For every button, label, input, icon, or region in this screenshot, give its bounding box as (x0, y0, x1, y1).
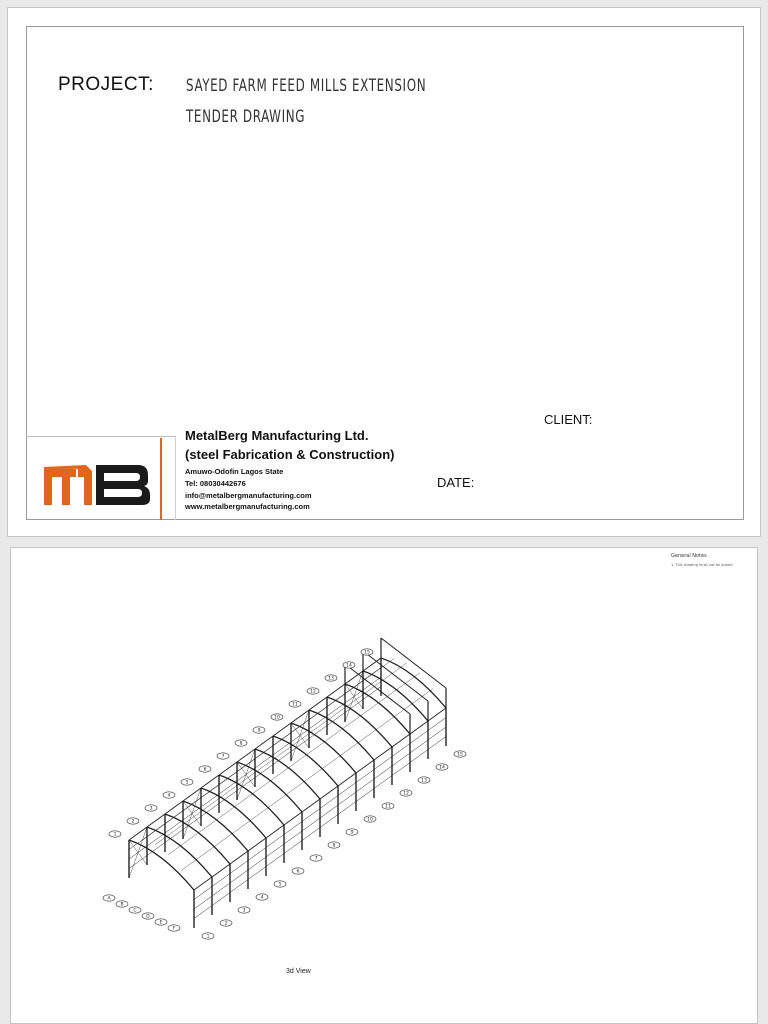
portal-rafter (291, 723, 356, 773)
steel-member (363, 651, 428, 701)
gridline-15-bottom-label: 15 (457, 752, 463, 758)
cover-sheet (7, 7, 761, 537)
portal-rafter (345, 684, 410, 734)
gridline-6-top-label: 6 (203, 767, 207, 773)
steel-member (428, 708, 446, 721)
logo-divider (160, 438, 162, 520)
portal-rafter (237, 762, 302, 812)
gridline-1-bottom-label: 1 (206, 934, 210, 940)
portal-rafter (201, 788, 266, 838)
steel-member (273, 723, 291, 736)
steel-member (201, 775, 219, 788)
steel-member (248, 857, 266, 870)
steel-member (376, 659, 394, 672)
company-subtitle: (steel Fabrication & Construction) (185, 447, 395, 462)
gridline-5-top-label: 5 (185, 780, 189, 786)
steel-member (212, 883, 230, 896)
steel-member (230, 870, 248, 883)
view-label: 3d View (286, 968, 311, 975)
gridline-1-top-label: 1 (113, 832, 117, 838)
general-notes-title: General Notes (671, 553, 707, 559)
steel-frame-3d-view (11, 548, 759, 968)
gridline-E-label: E (159, 920, 163, 926)
portal-rafter (147, 827, 212, 877)
steel-member (410, 750, 428, 763)
gridline-9-top-label: 9 (257, 728, 261, 734)
gridline-7-top-label: 7 (221, 754, 225, 760)
company-address: Amuwo-Odofin Lagos State (185, 467, 284, 476)
gridline-6-bottom-label: 6 (296, 869, 300, 875)
gridline-15-top-label: 15 (364, 650, 370, 656)
gridline-3-top-label: 3 (149, 806, 153, 812)
gridline-11-top-label: 11 (292, 702, 298, 708)
gridline-C-label: C (133, 908, 137, 914)
steel-member (194, 906, 212, 919)
steel-member (129, 827, 147, 840)
steel-member (320, 786, 338, 799)
steel-member (284, 831, 302, 844)
company-email: info@metalbergmanufacturing.com (185, 491, 312, 500)
gridline-12-top-label: 12 (310, 689, 316, 695)
portal-rafter (363, 671, 428, 721)
steel-member (309, 697, 327, 710)
portal-rafter (327, 697, 392, 747)
gridline-13-bottom-label: 13 (421, 778, 427, 784)
portal-rafter (309, 710, 374, 760)
gridline-10-bottom-label: 10 (367, 817, 373, 823)
steel-member (392, 753, 410, 766)
project-title: SAYED FARM FEED MILLS EXTENSION (186, 76, 427, 96)
date-label: DATE: (437, 475, 475, 490)
gridline-2-top-label: 2 (131, 819, 135, 825)
steel-member (327, 684, 345, 697)
company-phone: Tel: 08030442676 (185, 479, 246, 488)
gridline-A-label: A (107, 896, 111, 902)
steel-member (345, 671, 363, 684)
steel-member (428, 737, 446, 750)
steel-member (374, 766, 392, 779)
steel-member (129, 856, 147, 869)
logo-b-glyph (96, 465, 150, 505)
steel-member (237, 749, 255, 762)
metalberg-logo (26, 437, 176, 521)
steel-member (230, 880, 248, 893)
gridline-D-label: D (146, 914, 150, 920)
portal-rafter (381, 658, 446, 708)
steel-member (302, 799, 320, 812)
gridline-11-bottom-label: 11 (385, 804, 391, 810)
steel-member (345, 664, 410, 714)
gridline-2-bottom-label: 2 (224, 921, 228, 927)
gridline-7-bottom-label: 7 (314, 856, 318, 862)
steel-member (356, 789, 374, 802)
steel-member (291, 710, 309, 723)
gridline-12-bottom-label: 12 (403, 791, 409, 797)
steel-member (183, 788, 201, 801)
gridline-5-bottom-label: 5 (278, 882, 282, 888)
gridline-B-label: B (120, 902, 124, 908)
steel-member (356, 779, 374, 792)
gridline-14-top-label: 14 (346, 663, 352, 669)
steel-member (338, 792, 356, 805)
steel-member (410, 740, 428, 753)
drawing-sheet (10, 547, 758, 1024)
steel-member (428, 727, 446, 740)
project-subtitle: TENDER DRAWING (186, 107, 306, 127)
gridline-8-bottom-label: 8 (332, 843, 336, 849)
steel-member (356, 760, 374, 773)
steel-member (255, 736, 273, 749)
portal-rafter (255, 749, 320, 799)
steel-member (338, 773, 356, 786)
general-notes-item: 1. This drawing must not be scaled (671, 563, 733, 567)
steel-member (320, 815, 338, 828)
steel-member (248, 867, 266, 880)
steel-member (320, 805, 338, 818)
steel-member (302, 818, 320, 831)
steel-member (392, 734, 410, 747)
steel-member (212, 893, 230, 906)
steel-member (230, 851, 248, 864)
portal-rafter (165, 814, 230, 864)
steel-member (147, 814, 165, 827)
steel-member (381, 638, 446, 688)
steel-member (212, 864, 230, 877)
portal-rafter (273, 736, 338, 786)
steel-member (165, 801, 183, 814)
gridline-9-bottom-label: 9 (350, 830, 354, 836)
steel-member (266, 854, 284, 867)
company-name: MetalBerg Manufacturing Ltd. (185, 428, 369, 443)
steel-member (248, 838, 266, 851)
logo-panel (26, 436, 176, 520)
steel-member (284, 841, 302, 854)
steel-member (219, 762, 237, 775)
steel-member (266, 844, 284, 857)
project-label: PROJECT: (58, 74, 154, 95)
gridline-13-top-label: 13 (328, 676, 334, 682)
gridline-F-label: F (172, 926, 176, 932)
steel-member (266, 825, 284, 838)
steel-member (302, 828, 320, 841)
gridline-14-bottom-label: 14 (439, 765, 445, 771)
steel-member (374, 747, 392, 760)
gridline-4-top-label: 4 (167, 793, 171, 799)
portal-rafter (219, 775, 284, 825)
steel-member (194, 877, 212, 890)
company-website: www.metalbergmanufacturing.com (185, 502, 310, 511)
steel-member (338, 802, 356, 815)
steel-member (374, 776, 392, 789)
steel-member (194, 896, 212, 909)
steel-member (392, 763, 410, 776)
steel-member (410, 721, 428, 734)
gridline-4-bottom-label: 4 (260, 895, 264, 901)
client-label: CLIENT: (544, 412, 593, 427)
steel-member (284, 812, 302, 825)
steel-member (363, 658, 381, 671)
logo-m-glyph (44, 467, 76, 505)
portal-rafter (183, 801, 248, 851)
gridline-3-bottom-label: 3 (242, 908, 246, 914)
portal-rafter (129, 840, 194, 890)
gridline-8-top-label: 8 (239, 741, 243, 747)
gridline-10-top-label: 10 (274, 715, 280, 721)
